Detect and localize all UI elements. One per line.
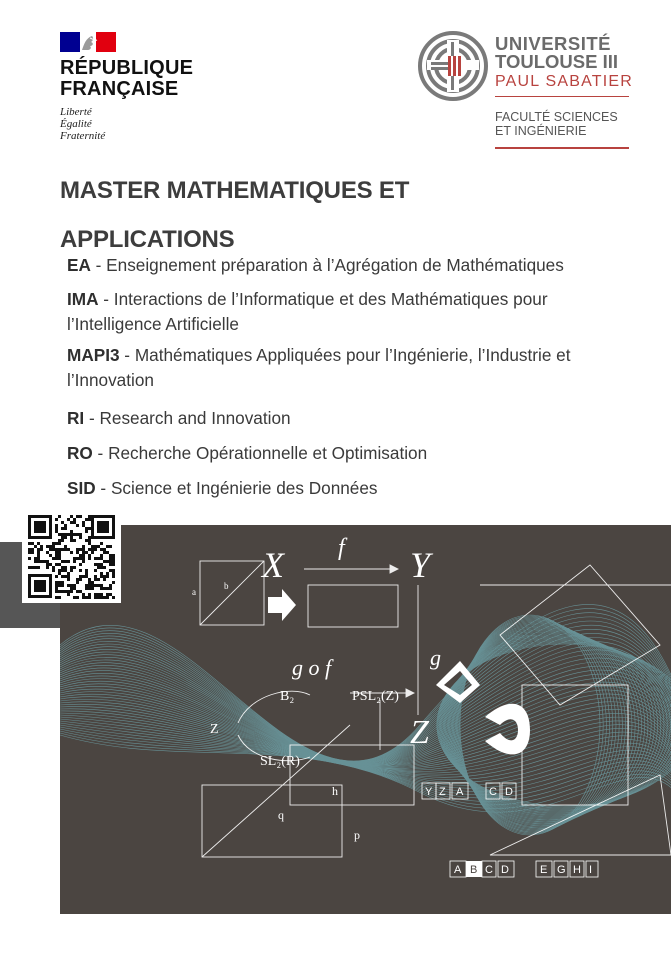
program-description: Enseignement préparation à l’Agrégation de Mathématiques xyxy=(106,255,564,275)
qr-code[interactable] xyxy=(22,510,121,603)
program-separator: - xyxy=(95,478,111,498)
program-item-mapi3 xyxy=(67,343,642,393)
box-letter: H xyxy=(573,864,581,876)
university-bottom-rule xyxy=(495,147,629,149)
label-z: Z xyxy=(410,714,429,751)
box-letter: C xyxy=(489,786,497,798)
label-p: p xyxy=(354,828,360,842)
program-code: EA xyxy=(67,255,91,275)
republique-line2: FRANÇAISE xyxy=(60,78,179,100)
box-letter: D xyxy=(505,786,513,798)
motto-liberte: Liberté xyxy=(60,106,92,118)
program-description: Interactions de l’Informatique et des Mathématiques pour l’Intelligence Artificielle xyxy=(67,289,548,334)
label-f: f xyxy=(338,535,345,561)
page-title xyxy=(60,166,620,264)
marianne-flag-icon xyxy=(60,32,116,52)
label-sl: SL₂(R) xyxy=(260,754,300,769)
label-x: X xyxy=(262,545,284,585)
program-item-sid xyxy=(67,476,642,501)
box-row-2 xyxy=(450,861,598,877)
program-description: Mathématiques Appliquées pour l’Ingénierie, l’Industrie et l’Innovation xyxy=(67,345,571,390)
program-description: Research and Innovation xyxy=(99,408,291,428)
box-letter: E xyxy=(540,864,548,876)
box-letter: C xyxy=(485,864,493,876)
box-letter: Y xyxy=(425,786,433,798)
box-letter: I xyxy=(589,864,593,876)
program-code: MAPI3 xyxy=(67,345,120,365)
program-description: Science et Ingénierie des Données xyxy=(110,478,378,498)
label-b: b xyxy=(224,581,229,591)
university-name-line3: PAUL SABATIER xyxy=(495,73,634,90)
faculty-line1: FACULTÉ SCIENCES xyxy=(495,110,618,124)
label-q: q xyxy=(278,808,284,822)
box-letter: A xyxy=(454,864,462,876)
program-code: RI xyxy=(67,408,85,428)
program-item-ima xyxy=(67,287,642,337)
program-description: Recherche Opérationnelle et Optimisation xyxy=(108,443,428,463)
box-letter: A xyxy=(456,786,464,798)
program-separator: - xyxy=(119,345,135,365)
university-logo xyxy=(417,30,633,150)
program-separator: - xyxy=(84,408,100,428)
university-name-line2: TOULOUSE III xyxy=(495,51,619,72)
title-line2: APPLICATIONS xyxy=(60,226,235,253)
program-code: RO xyxy=(67,443,93,463)
program-separator: - xyxy=(98,289,114,309)
program-separator: - xyxy=(90,255,107,275)
label-g: g xyxy=(430,645,441,670)
label-z-small: Z xyxy=(210,722,219,737)
program-code: IMA xyxy=(67,289,99,309)
qr-code-icon xyxy=(22,510,121,603)
university-emblem-icon xyxy=(417,30,489,102)
program-separator: - xyxy=(92,443,109,463)
label-gof: g o f xyxy=(292,655,332,680)
mesh-curves xyxy=(60,604,671,835)
motto-fraternite: Fraternité xyxy=(60,130,106,142)
label-b2: B₂ xyxy=(280,689,295,704)
university-divider xyxy=(495,96,629,97)
diagram-labels xyxy=(192,535,441,842)
math-illustration-graphic xyxy=(60,525,671,914)
crescent-shape-icon xyxy=(485,704,530,755)
arrow-icon xyxy=(268,589,296,621)
republique-line1: RÉPUBLIQUE xyxy=(60,57,194,79)
label-psl: PSL₂(Z) xyxy=(352,689,399,704)
label-h: h xyxy=(332,784,338,798)
republique-motto xyxy=(60,106,200,142)
motto-egalite: Égalité xyxy=(60,118,92,130)
title-line1: MASTER MATHEMATIQUES ET xyxy=(60,177,410,204)
university-name-line1: UNIVERSITÉ xyxy=(495,33,612,54)
box-letter: Z xyxy=(439,786,446,798)
program-item-ri xyxy=(67,406,642,431)
box-letter: B xyxy=(470,864,478,876)
math-illustration xyxy=(60,525,671,914)
label-a: a xyxy=(192,587,196,597)
faculty-line2: ET INGÉNIERIE xyxy=(495,124,587,138)
box-letter: G xyxy=(557,864,566,876)
label-y: Y xyxy=(410,545,431,585)
program-code: SID xyxy=(67,478,96,498)
box-letter: D xyxy=(501,864,509,876)
republique-francaise-logo xyxy=(60,32,200,142)
program-item-ro xyxy=(67,441,642,466)
republique-name xyxy=(60,58,200,100)
program-item-ea xyxy=(67,253,642,278)
faculty-name xyxy=(495,110,618,138)
